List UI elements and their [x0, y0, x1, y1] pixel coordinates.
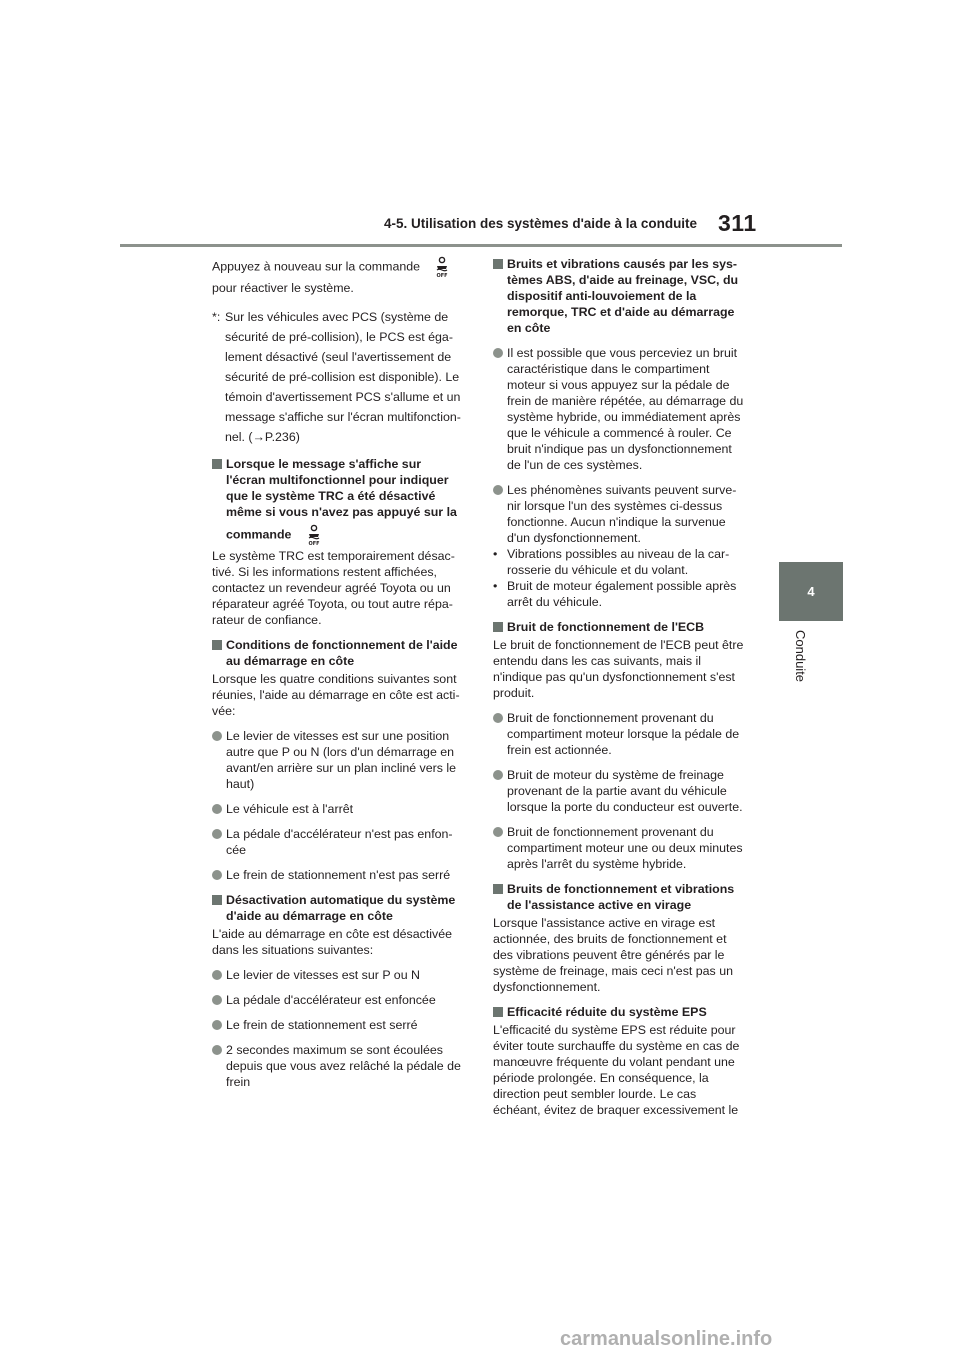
heading-marker	[212, 895, 222, 905]
bullet-dot	[212, 829, 222, 839]
chapter-label: Conduite	[793, 630, 808, 683]
heading-ecb-noise: Bruit de fonctionnement de l'ECB	[493, 619, 751, 635]
heading-trc-message: Lorsque le message s'affiche sur l'écran multifonctionnel pour indiquer que le système TRC a été désactivé même si vous n'avez pas appuyé sur la commande OFF	[212, 456, 470, 546]
list-item: Le frein de stationnement est serré	[212, 1017, 470, 1033]
list-item: Le véhicule est à l'arrêt	[212, 801, 470, 817]
list-item: Le levier de vitesses est sur P ou N	[212, 967, 470, 983]
reactivate-text: Appuyez à nouveau sur la commande OFF	[212, 256, 470, 278]
active-cornering-paragraph: Lorsque l'assistance active en virage est actionnée, des bruits de fonctionnement et des vibrations peuvent être générés par le système de freinage, mais ceci n'est pas un dysfonctionnement.	[493, 916, 733, 994]
heading-marker	[212, 459, 222, 469]
heading-marker	[493, 1007, 503, 1017]
bullet-dot	[493, 348, 503, 358]
page-number: 311	[718, 210, 757, 236]
heading-noise-vibrations: Bruits et vibrations causés par les sys- tèmes ABS, d'aide au freinage, VSC, du dispositif anti-louvoiement de la remorque, TRC et d'aide au démarrage en côte	[493, 256, 751, 336]
bullet-dot	[493, 713, 503, 723]
bullet-dot	[493, 770, 503, 780]
bullet-dot	[212, 1020, 222, 1030]
header-divider	[120, 244, 842, 247]
bullet-dot	[212, 970, 222, 980]
auto-deactivation-paragraph: L'aide au démarrage en côte est désactivée dans les situations suivantes:	[212, 927, 453, 957]
list-item: Bruit de moteur du système de freinage provenant de la partie avant du véhicule lorsque la porte du conducteur est ouverte.	[493, 767, 751, 815]
heading-eps: Efficacité réduite du système EPS	[493, 1004, 751, 1020]
watermark[interactable]: carmanualsonline.info	[560, 1328, 773, 1350]
bullet-dot	[212, 870, 222, 880]
list-item: Il est possible que vous perceviez un bruit caractéristique dans le compartiment moteur si vous appuyez sur la pédale de frein de manière répétée, au démarrage du système hybride, ou immédiatement après que le véhicule a commencé à rouler. Ce bruit n'indique pas un dysfonctionnement de l'un de ces systèmes.	[493, 345, 751, 473]
reactivate-text-2: pour réactiver le système.	[212, 281, 354, 295]
chapter-tab[interactable]	[779, 562, 843, 621]
trc-paragraph: Le système TRC est temporairement désac- tivé. Si les informations restent affichées, contactez un revendeur agréé Toyota ou un réparateur agréé Toyota, ou tout autre répa- rateur de confiance.	[212, 549, 455, 627]
list-item: Le frein de stationnement n'est pas serré	[212, 867, 470, 883]
heading-marker	[212, 640, 222, 650]
trc-off-icon	[433, 256, 451, 278]
right-column	[493, 256, 751, 1118]
list-item: Bruit de fonctionnement provenant du compartiment moteur lorsque la pédale de frein est actionnée.	[493, 710, 751, 758]
heading-marker	[493, 259, 503, 269]
bullet-dot	[493, 827, 503, 837]
chapter-number: 4	[807, 584, 815, 599]
bullet-dot	[212, 1045, 222, 1055]
footnote: *: Sur les véhicules avec PCS (système de sécurité de pré-collision), le PCS est éga- lement désactivé (seul l'avertissement de sécurité de pré-collision est disponible). Le témoin d'avertissement PCS s'allume et un message s'affiche sur l'écran multifonction- nel. (→P.236)	[212, 310, 461, 444]
heading-marker	[493, 884, 503, 894]
bullet-dot	[212, 995, 222, 1005]
svg-text:OFF: OFF	[436, 273, 449, 278]
hill-start-paragraph: Lorsque les quatre conditions suivantes sont réunies, l'aide au démarrage en côte est acti- vée:	[212, 672, 460, 718]
heading-hill-start-conditions: Conditions de fonctionnement de l'aide au démarrage en côte	[212, 637, 470, 669]
ecb-paragraph: Le bruit de fonctionnement de l'ECB peut être entendu dans les cas suivants, mais il n'indique pas qu'un dysfonctionnement s'est produit.	[493, 638, 744, 700]
section-title: 4-5. Utilisation des systèmes d'aide à la conduite	[384, 216, 698, 231]
heading-auto-deactivation: Désactivation automatique du système d'aide au démarrage en côte	[212, 892, 470, 924]
heading-marker	[493, 622, 503, 632]
list-item: Les phénomènes suivants peuvent surve- nir lorsque l'un des systèmes ci-dessus fonctionne. Aucun n'indique la survenue d'un dysfonctionnement.	[493, 482, 751, 546]
list-item: La pédale d'accélérateur n'est pas enfon- cée	[212, 826, 470, 858]
bullet-dot	[212, 731, 222, 741]
bullet-dot	[212, 804, 222, 814]
svg-text:OFF: OFF	[308, 541, 320, 546]
trc-off-icon	[305, 524, 323, 546]
left-column	[212, 256, 470, 1099]
list-item: Le levier de vitesses est sur une position autre que P ou N (lors d'un démarrage en avant/en arrière sur un plan incliné vers le haut)	[212, 728, 470, 792]
eps-paragraph: L'efficacité du système EPS est réduite pour éviter toute surchauffe du système en cas de manœuvre fréquente du volant pendant une période prolongée. En conséquence, la direction peut sembler lourde. Le cas échéant, évitez de braquer excessivement le	[493, 1023, 740, 1117]
dash-item: • Bruit de moteur également possible après arrêt du véhicule.	[493, 579, 737, 609]
list-item: Bruit de fonctionnement provenant du compartiment moteur une ou deux minutes après l'arrêt du système hybride.	[493, 824, 751, 872]
dash-item: • Vibrations possibles au niveau de la car- rosserie du véhicule et du volant.	[493, 547, 730, 577]
list-item: 2 secondes maximum se sont écoulées depuis que vous avez relâché la pédale de frein	[212, 1042, 470, 1090]
bullet-dot	[493, 485, 503, 495]
list-item: La pédale d'accélérateur est enfoncée	[212, 992, 470, 1008]
heading-active-cornering: Bruits de fonctionnement et vibrations de l'assistance active en virage	[493, 881, 751, 913]
